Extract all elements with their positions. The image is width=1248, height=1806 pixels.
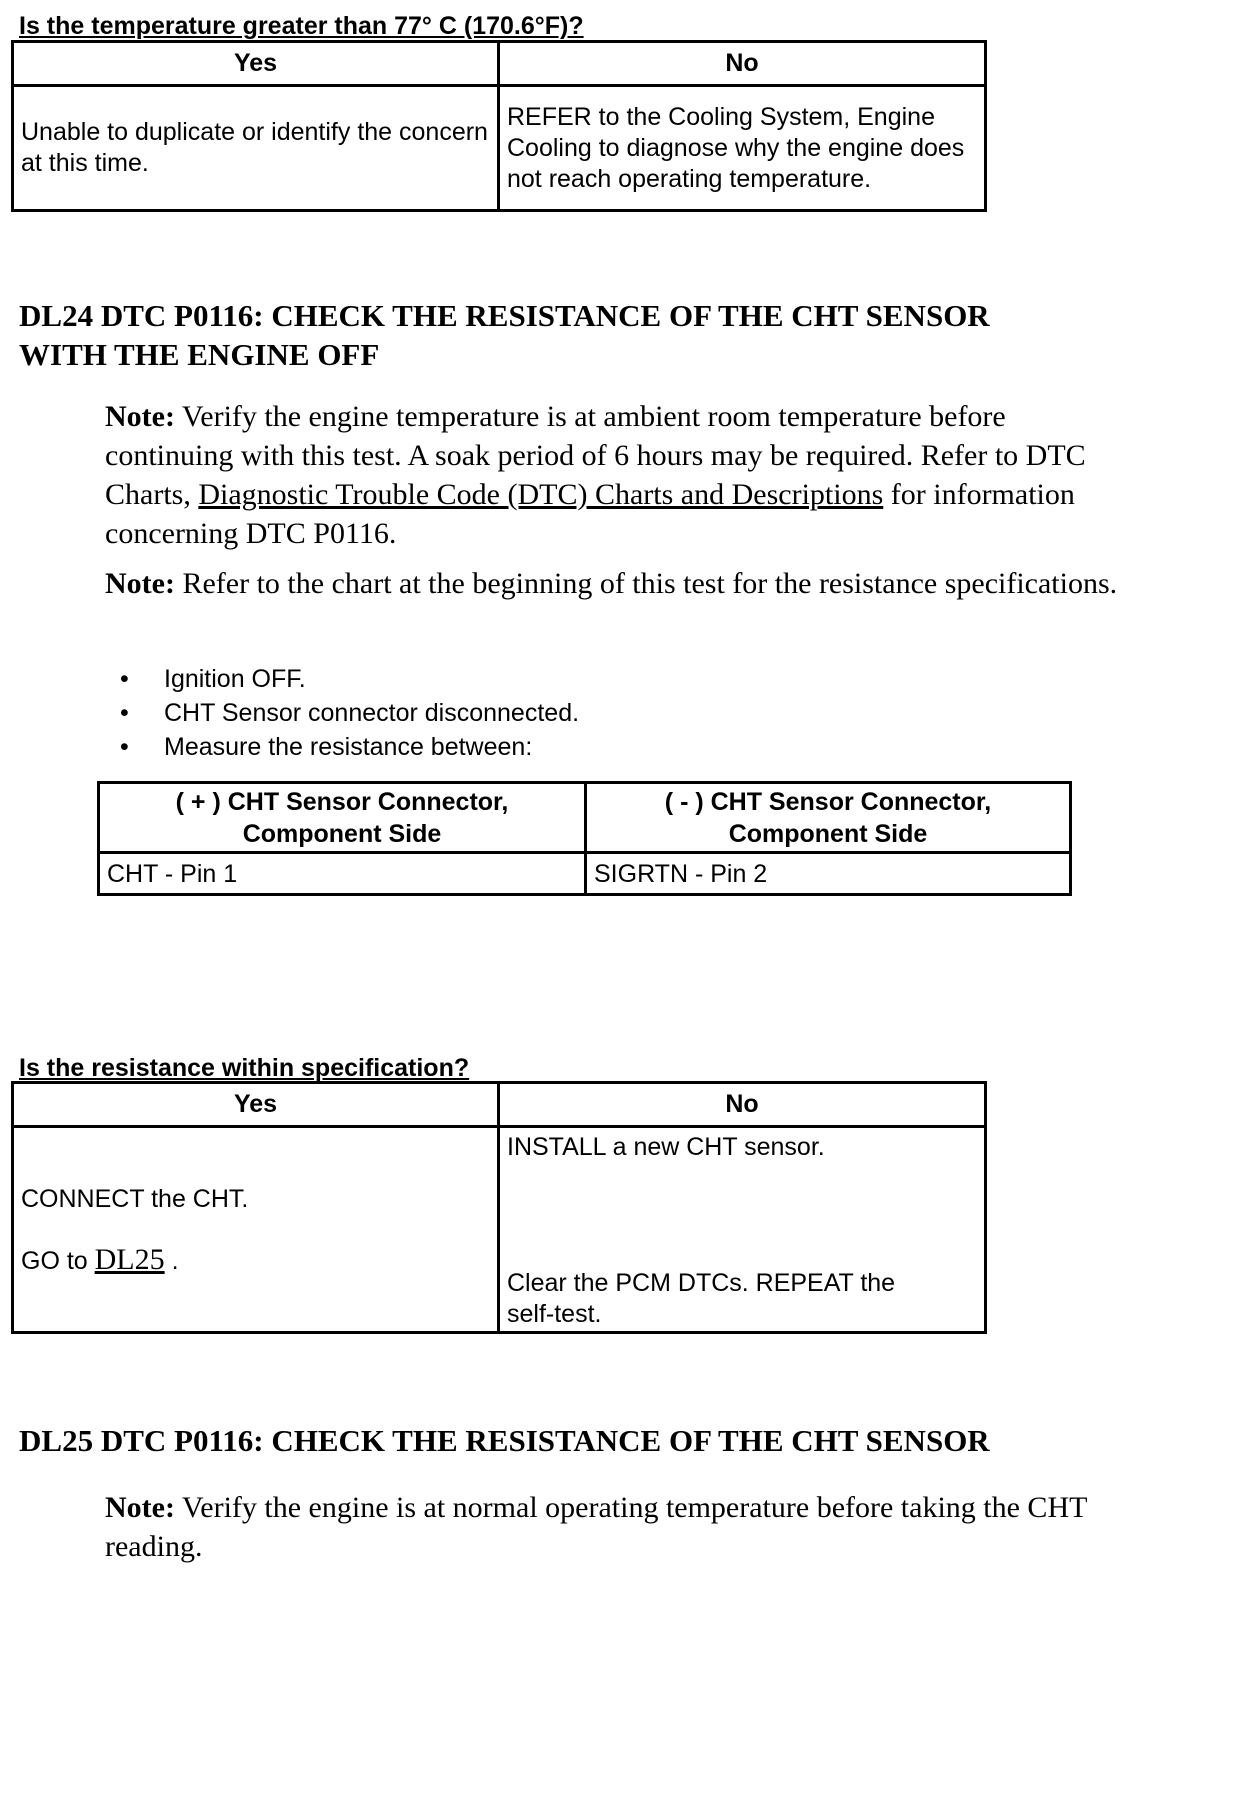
resistance-answer-table	[11, 1081, 987, 1334]
list-item: • Ignition OFF.	[98, 662, 998, 696]
note-text-end: for information concerning DTC P0116.	[105, 478, 1075, 550]
note-label: Note:	[105, 400, 175, 433]
note-label: Note:	[105, 1491, 175, 1524]
yes-cell: Unable to duplicate or identify the concern at this time.	[13, 86, 499, 211]
no-header: No	[499, 42, 986, 86]
dl25-link[interactable]: DL25	[94, 1243, 165, 1276]
note-text: Verify the engine temperature is at ambient room temperature before continuing with this test. A soak period of 6 hours may be required. Refer to DTC Charts,	[105, 400, 1086, 511]
yes-header: Yes	[13, 42, 499, 86]
list-item: • CHT Sensor connector disconnected.	[98, 696, 998, 730]
dl25-heading: DL25 DTC P0116: CHECK THE RESISTANCE OF THE CHT SENSOR	[19, 1423, 990, 1458]
no-cell: REFER to the Cooling System, Engine Cooling to diagnose why the engine does not reach operating temperature.	[499, 86, 986, 211]
connect-cht-text: CONNECT the CHT.	[21, 1185, 249, 1213]
negative-pin-header: ( - ) CHT Sensor Connector, Component Side	[586, 783, 1071, 853]
dl25-note	[105, 1488, 1135, 1566]
note-text: Refer to the chart at the beginning of this test for the resistance specifications.	[174, 567, 1118, 600]
resistance-question: Is the resistance within specification?	[19, 1054, 470, 1082]
list-item: • Measure the resistance between:	[98, 730, 998, 764]
no-header: No	[499, 1083, 986, 1127]
positive-pin-header: ( + ) CHT Sensor Connector, Component Side	[99, 783, 586, 853]
negative-pin-cell: SIGRTN - Pin 2	[586, 853, 1071, 895]
dl24-heading: DL24 DTC P0116: CHECK THE RESISTANCE OF THE CHT SENSOR WITH THE ENGINE OFF	[19, 298, 990, 372]
positive-pin-cell: CHT - Pin 1	[99, 853, 586, 895]
dtc-charts-link[interactable]: Diagnostic Trouble Code (DTC) Charts and Descriptions	[198, 478, 884, 511]
dl24-note-1	[105, 397, 1125, 553]
install-sensor-text: INSTALL a new CHT sensor.	[507, 1133, 825, 1161]
note-text: Verify the engine is at normal operating temperature before taking the CHT reading.	[105, 1491, 1087, 1563]
yes-header: Yes	[13, 1083, 499, 1127]
dl24-note-2	[105, 564, 1125, 603]
connector-pin-table	[97, 781, 1072, 896]
yes-cell	[13, 1127, 499, 1333]
go-to-line: GO to DL25 .	[21, 1243, 179, 1276]
no-cell	[499, 1127, 986, 1333]
temperature-question: Is the temperature greater than 77° C (170.6°F)?	[19, 12, 584, 40]
note-label: Note:	[105, 567, 175, 600]
clear-dtcs-text: Clear the PCM DTCs. REPEAT the self-test.	[507, 1269, 896, 1328]
procedure-list	[98, 662, 998, 764]
temperature-answer-table	[11, 40, 987, 212]
